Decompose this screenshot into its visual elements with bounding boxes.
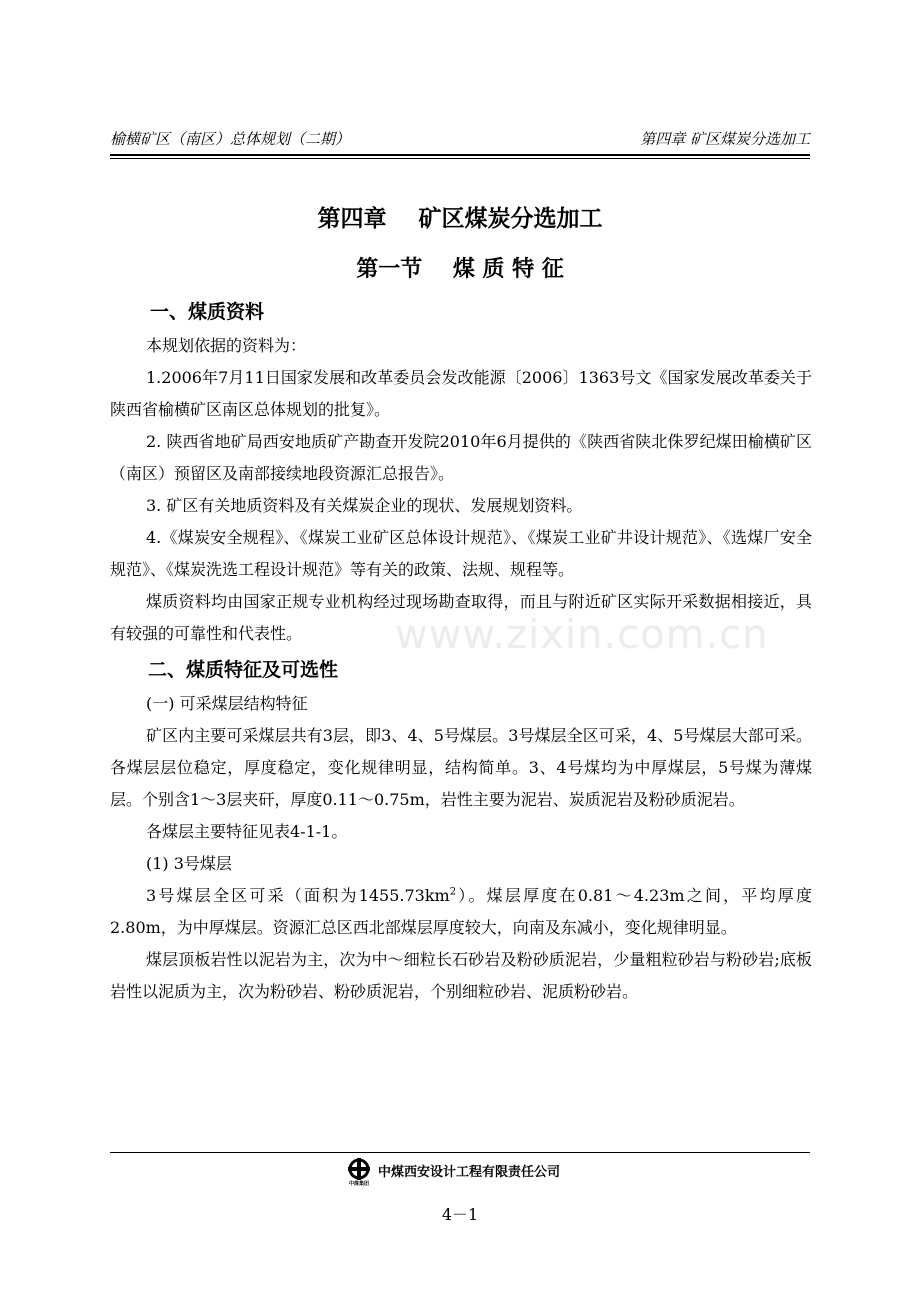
subheading-seam-structure: (一) 可采煤层结构特征 [146, 694, 308, 713]
heading-coal-quality-data: 一、煤质资料 [150, 301, 265, 323]
paragraph-roof-floor: 煤层顶板岩性以泥岩为主，次为中～细粒长石砂岩及粉砂质泥岩，少量粗粒砂岩与粉砂岩;底板岩性以泥质为主，次为粉砂岩、粉砂质泥岩，个别细粒砂岩、泥质粉砂岩。 [110, 950, 812, 1001]
footer-rule [110, 1152, 810, 1153]
section-title: 第一节 煤 质 特 征 [356, 257, 564, 282]
running-header [110, 128, 810, 152]
header-document-title: 榆横矿区（南区）总体规划（二期） [110, 130, 351, 148]
seam-3-text-b: ）。煤层厚度在0.81～4.23m之间，平均厚度2.80m，为中厚煤层。资源汇总区西北部煤层厚度较大，向南及东减小，变化规律明显。 [110, 886, 812, 937]
paragraph-table-reference: 各煤层主要特征见表4-1-1。 [146, 822, 348, 841]
paragraph-seam-3 [110, 880, 812, 944]
seam-3-text-a: 3号煤层全区可采（面积为1455.73km [146, 886, 450, 905]
header-chapter-title: 第四章 矿区煤炭分选加工 [640, 130, 810, 148]
paragraph-intro: 本规划依据的资料为： [146, 336, 307, 355]
paragraph-summary: 煤质资料均由国家正规专业机构经过现场勘查取得，而且与附近矿区实际开采数据相接近，具有较强的可靠性和代表性。 [110, 592, 812, 643]
paragraph-source-4: 4.《煤炭安全规程》、《煤炭工业矿区总体设计规范》、《煤炭工业矿井设计规范》、《选煤厂安全规范》、《煤炭洗选工程设计规范》等有关的政策、法规、规程等。 [110, 528, 812, 579]
header-rule-thin [110, 158, 810, 159]
company-logo-icon [344, 1158, 374, 1186]
chapter-title: 第四章 矿区煤炭分选加工 [317, 206, 603, 232]
page-number: 4－1 [441, 1205, 479, 1224]
paragraph-seam-structure: 矿区内主要可采煤层共有3层，即3、4、5号煤层。3号煤层全区可采，4、5号煤层大部可采。各煤层层位稳定，厚度稳定，变化规律明显，结构简单。3、4号煤均为中厚煤层，5号煤为薄煤层。个别含1～3层夹矸，厚度0.11～0.75m，岩性主要为泥岩、炭质泥岩及粉砂质泥岩。 [110, 726, 812, 809]
subheading-seam-3: (1) 3号煤层 [146, 854, 232, 873]
body-text [110, 294, 812, 1008]
heading-coal-characteristics: 二、煤质特征及可选性 [148, 659, 339, 681]
header-rule-thick [110, 154, 810, 156]
seam-3-superscript: 2 [449, 886, 457, 898]
footer-company-name: 中煤西安设计工程有限责任公司 [378, 1165, 561, 1180]
watermark: www.zixin.com.cn [395, 612, 769, 658]
paragraph-source-2: 2. 陕西省地矿局西安地质矿产勘查开发院2010年6月提供的《陕西省陕北侏罗纪煤田榆横矿区（南区）预留区及南部接续地段资源汇总报告》。 [110, 432, 812, 483]
paragraph-source-3: 3. 矿区有关地质资料及有关煤炭企业的现状、发展规划资料。 [146, 496, 583, 515]
logo-text: 中煤集团 [348, 1181, 370, 1186]
paragraph-source-1: 1.2006年7月11日国家发展和改革委员会发改能源〔2006〕1363号文《国家发展改革委关于陕西省榆横矿区南区总体规划的批复》。 [110, 368, 812, 419]
